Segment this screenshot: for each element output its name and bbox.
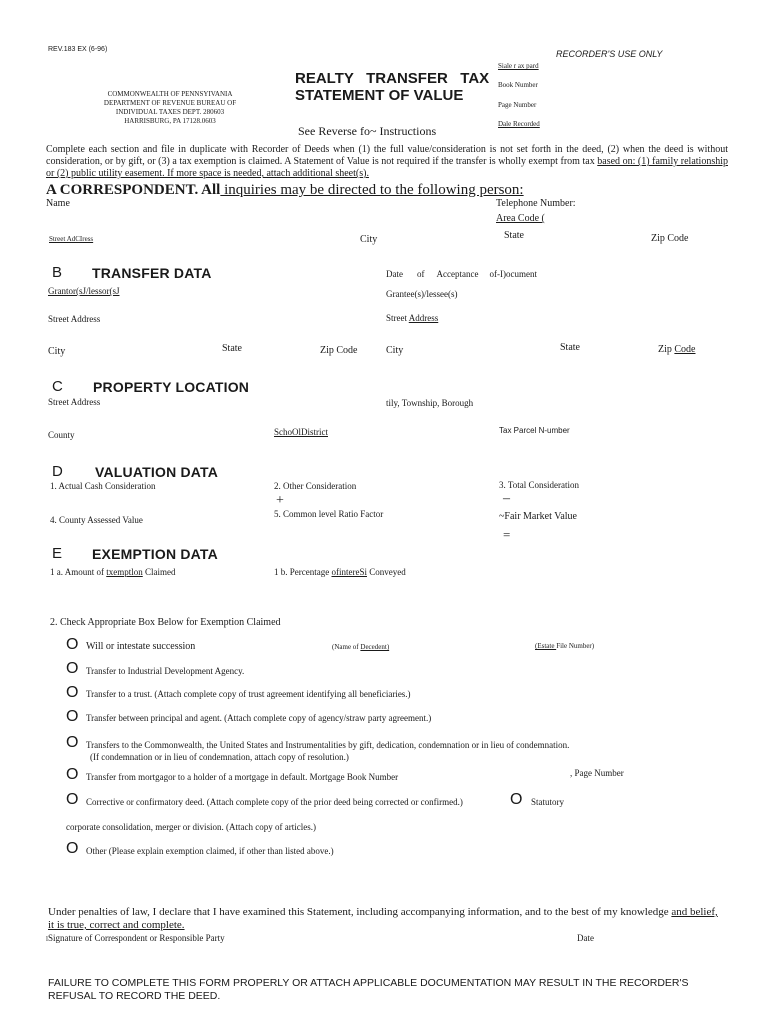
actual-cash-label: 1. Actual Cash Consideration	[50, 481, 156, 491]
grantor-street-label: Street Address	[48, 314, 101, 324]
section-c-letter: C	[52, 378, 63, 395]
trust-transfer-radio[interactable]: O	[66, 684, 79, 701]
statutory-description: corporate consolidation, merger or division. (Attach copy of articles.)	[66, 822, 317, 832]
grantor-city-label: City	[48, 346, 66, 357]
other-exemption-radio[interactable]: O	[66, 840, 79, 857]
amount-exemption-label: 1 a. Amount of txemptlon Claimed	[50, 567, 176, 577]
correspondent-city-label: City	[360, 234, 378, 245]
will-succession-label: Will or intestate succession	[86, 641, 196, 652]
county-label: County	[48, 430, 75, 440]
form-revision: REV.183 EX (6-96)	[48, 46, 108, 53]
mortgage-page-number-label: , Page Number	[570, 768, 624, 778]
county-assessed-label: 4. County Assessed Value	[50, 515, 143, 525]
principal-agent-radio[interactable]: O	[66, 708, 79, 725]
signature-label: lSignature of Correspondent or Responsible Party	[46, 933, 225, 943]
area-code-label: Area Code (	[496, 213, 545, 224]
mortgagor-label: Transfer from mortgagor to a holder of a mortgage in default. Mortgage Book Number	[86, 772, 399, 782]
will-succession-radio[interactable]: O	[66, 636, 79, 653]
grantee-zip-label: Zip Code	[658, 344, 696, 355]
grantor-zip-label: Zip Code	[320, 345, 358, 356]
commonwealth-radio[interactable]: O	[66, 734, 79, 751]
grantor-state-label: State	[222, 343, 242, 354]
industrial-agency-radio[interactable]: O	[66, 660, 79, 677]
township-label: tily, Township, Borough	[386, 398, 474, 408]
section-d-letter: D	[52, 463, 63, 480]
section-a-title: A CORRESPONDENT. All inquiries may be directed to the following person:	[46, 182, 524, 198]
percentage-interest-label: 1 b. Percentage ofintereSi Conveyed	[274, 567, 406, 577]
grantor-label: Grantor(sJ/lessor(sJ	[48, 286, 120, 296]
agency-line: INDIVIDUAL TAXES DEPT. 280603	[115, 108, 225, 116]
recorders-use-only: RECORDER'S USE ONLY	[556, 49, 663, 59]
failure-warning: FAILURE TO COMPLETE THIS FORM PROPERLY OR ATTACH APPLICABLE DOCUMENTATION MAY RESULT IN THE RECORDER'S REFUSAL TO RECORD THE DEED.	[48, 977, 689, 1002]
trust-transfer-label: Transfer to a trust. (Attach complete copy of trust agreement identifying all beneficiaries.)	[86, 689, 411, 699]
estate-file-number-label: (Estate File Number)	[535, 642, 595, 650]
school-district-label: SchoOlDistrict	[274, 427, 328, 437]
section-d-title: VALUATION DATA	[95, 464, 219, 480]
state-tax-paid-label: Siale r ax pard	[498, 62, 539, 70]
telephone-number-label: Telephone Number:	[496, 198, 576, 209]
common-level-label: 5. Common level Ratio Factor	[274, 509, 384, 519]
grantee-state-label: State	[560, 342, 580, 353]
agency-line: DEPARTMENT OF REVENUE BUREAU OF	[103, 99, 237, 107]
industrial-agency-label: Transfer to Industrial Development Agency.	[86, 666, 245, 676]
other-exemption-label: Other (Please explain exemption claimed, if other than listed above.)	[86, 846, 334, 856]
check-box-instruction: 2. Check Appropriate Box Below for Exemption Claimed	[50, 617, 281, 628]
grantee-city-label: City	[386, 345, 404, 356]
form-title-line2: STATEMENT OF VALUE	[295, 87, 464, 104]
correspondent-zip-label: Zip Code	[651, 233, 689, 244]
page-number-label: Page Number	[498, 101, 537, 109]
grantee-label: Grantee(s)/lessee(s)	[386, 289, 458, 299]
section-e-title: EXEMPTION DATA	[92, 546, 218, 562]
plus-sign: +	[276, 493, 284, 508]
date-acceptance-label: Date of Acceptance of-I)ocument	[386, 269, 537, 279]
total-consideration-label: 3. Total Consideration	[499, 480, 579, 490]
name-of-decedent-label: (Name of Decedent)	[332, 643, 390, 651]
minus-sign: –	[503, 491, 510, 506]
fair-market-label: ~Fair Market Value	[499, 511, 577, 522]
agency-address	[80, 90, 260, 126]
section-c-title: PROPERTY LOCATION	[93, 379, 250, 395]
correspondent-street-label: Street AdCIress	[49, 235, 94, 243]
date-recorded-label: Dale Recorded	[498, 120, 540, 128]
statutory-radio[interactable]: O	[510, 791, 523, 808]
statutory-label: Statutory	[531, 797, 564, 807]
book-number-label: Book Number	[498, 81, 538, 89]
section-b-title: TRANSFER DATA	[92, 265, 212, 281]
agency-line: HARRISBURG, PA 17128.0603	[124, 117, 216, 125]
correspondent-state-label: State	[504, 230, 524, 241]
agency-line: COMMONWEALTH OF PENNSYIVANIA	[107, 90, 233, 98]
principal-agent-label: Transfer between principal and agent. (Attach complete copy of agency/straw party agreement.)	[86, 713, 432, 723]
grantee-street-label: Street Address	[386, 313, 439, 323]
commonwealth-note: (If condemnation or in lieu of condemnation, attach copy of resolution.)	[90, 752, 349, 762]
mortgagor-radio[interactable]: O	[66, 766, 79, 783]
section-e-letter: E	[52, 545, 63, 562]
see-reverse-instructions: See Reverse fo~ Instructions	[298, 124, 437, 138]
property-street-label: Street Address	[48, 397, 101, 407]
intro-instructions: Complete each section and file in duplicate with Recorder of Deeds when (1) the full value/consideration is not set forth in the deed, (2) when the deed is without consideration, or by gift, or (3) a tax exemption is claimed. A Statement of Value is not required if the transfer is wholly exempt from tax based on: (1) family relationship or (2) public utility easement. If more space is needed, attach additional sheet(s).	[46, 144, 728, 179]
tax-parcel-label: Tax Parcel N-umber	[499, 426, 570, 435]
other-consideration-label: 2. Other Consideration	[274, 481, 357, 491]
penalty-declaration: Under penalties of law, I declare that I have examined this Statement, including accompanying information, and to the best of my knowledge and belief, it is true, correct and complete.	[48, 906, 718, 931]
corrective-deed-label: Corrective or confirmatory deed. (Attach complete copy of the prior deed being corrected or confirmed.)	[86, 797, 463, 807]
form-title-line1: REALTY TRANSFER TAX	[295, 70, 490, 87]
corrective-deed-radio[interactable]: O	[66, 791, 79, 808]
section-b-letter: B	[52, 264, 63, 281]
signature-date-label: Date	[577, 933, 594, 943]
commonwealth-label: Transfers to the Commonwealth, the United States and Instrumentalities by gift, dedication, condemnation or in lieu of condemnation.	[86, 740, 570, 750]
correspondent-name-label: Name	[46, 198, 70, 209]
equals-sign: =	[503, 527, 511, 542]
